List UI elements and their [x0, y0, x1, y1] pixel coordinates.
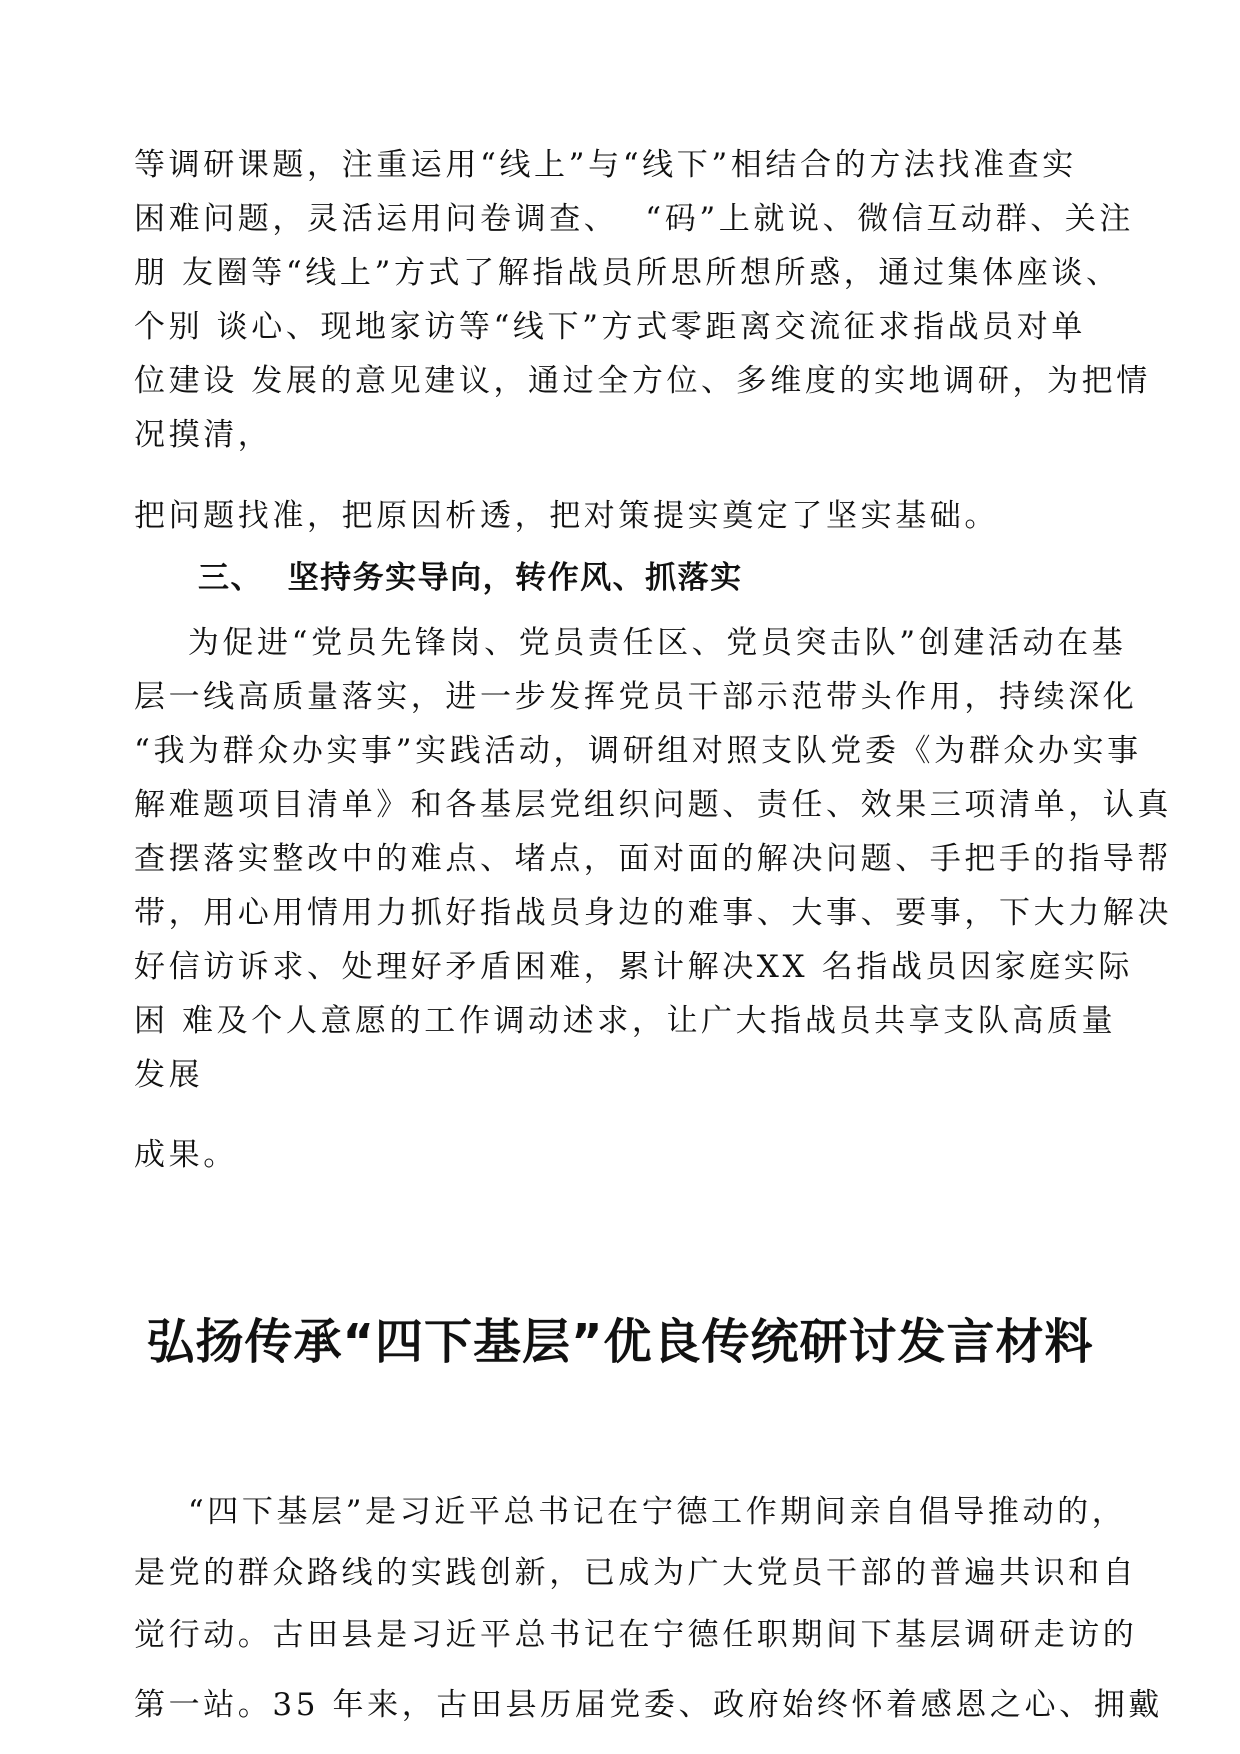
section-heading: 三、 坚持务实导向，转作风、抓落实 — [198, 560, 743, 596]
paragraph-line: 解难题项目清单》和各基层党组织问题、责任、效果三项清单，认真 — [134, 787, 1172, 823]
paragraph-line: 个别 谈心、现地家访等“线下”方式零距离交流征求指战员对单 — [134, 309, 1086, 345]
paragraph-line: 好信访诉求、处理好矛盾困难，累计解决XX 名指战员因家庭实际 — [134, 949, 1133, 985]
paragraph-line: 层一线高质量落实，进一步发挥党员干部示范带头作用，持续深化 — [134, 679, 1138, 715]
paragraph-line: “四下基层”是习近平总书记在宁德工作期间亲自倡导推动的， — [134, 1494, 1127, 1530]
paragraph-line: 朋 友圈等“线上”方式了解指战员所思所想所惑，通过集体座谈、 — [134, 255, 1121, 291]
paragraph-line: 查摆落实整改中的难点、堵点，面对面的解决问题、手把手的指导帮 — [134, 841, 1172, 877]
paragraph-line: 困 难及个人意愿的工作调动述求，让广大指战员共享支队高质量 — [134, 1003, 1117, 1039]
article-title: 弘扬传承“四下基层”优良传统研讨发言材料 — [146, 1314, 1094, 1370]
paragraph-line: 成果。 — [134, 1137, 238, 1173]
paragraph-line: 带，用心用情用力抓好指战员身边的难事、大事、要事，下大力解决 — [134, 895, 1172, 931]
paragraph-line: 觉行动。古田县是习近平总书记在宁德任职期间下基层调研走访的 — [134, 1617, 1138, 1653]
paragraph-line: 位建设 发展的意见建议，通过全方位、多维度的实地调研，为把情 — [134, 363, 1151, 399]
paragraph-line: 发展 — [134, 1057, 204, 1093]
paragraph-line: 是党的群众路线的实践创新，已成为广大党员干部的普遍共识和自 — [134, 1555, 1138, 1591]
paragraph-line: 况摸清， — [134, 417, 273, 453]
paragraph-line: 为促进“党员先锋岗、党员责任区、党员突击队”创建活动在基 — [134, 625, 1127, 661]
paragraph-line: 把问题找准，把原因析透，把对策提实奠定了坚实基础。 — [134, 498, 999, 534]
paragraph-line: 等调研课题，注重运用“线上”与“线下”相结合的方法找准查实 — [134, 147, 1077, 183]
paragraph-line: 困难问题，灵活运用问卷调查、 “码”上就说、微信互动群、关注 — [134, 201, 1135, 237]
paragraph-line: “我为群众办实事”实践活动，调研组对照支队党委《为群众办实事 — [134, 733, 1142, 769]
paragraph-line: 第一站。35 年来，古田县历届党委、政府始终怀着感恩之心、拥戴 — [134, 1687, 1163, 1723]
